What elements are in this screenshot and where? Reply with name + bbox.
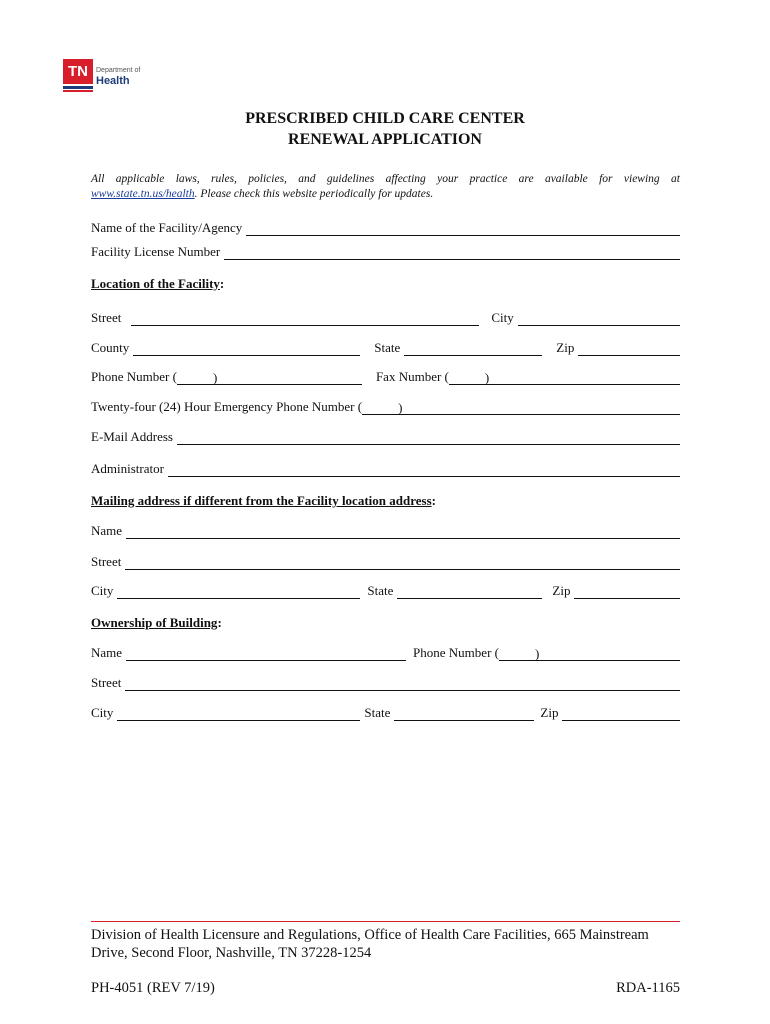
ownership-state-label: State <box>364 705 391 720</box>
ownership-name-row <box>91 643 680 661</box>
email-field[interactable] <box>177 430 680 445</box>
location-fax-field[interactable]: ) <box>449 370 680 385</box>
facility-name-field[interactable] <box>246 221 680 236</box>
logo-department-text: Department of <box>96 67 141 74</box>
mailing-city-field[interactable] <box>117 584 360 599</box>
location-county-row <box>91 338 680 356</box>
logo-blue-bar <box>63 86 93 89</box>
emergency-phone-row <box>91 397 680 415</box>
location-county-label: County <box>91 340 130 355</box>
ownership-name-field[interactable] <box>126 646 406 661</box>
location-heading: Location of the Facility: <box>91 276 225 291</box>
location-street-field[interactable] <box>131 311 479 326</box>
rda-number: RDA-1165 <box>616 980 680 996</box>
mailing-name-field[interactable] <box>126 524 680 539</box>
ownership-street-label: Street <box>91 675 122 690</box>
mailing-street-row <box>91 552 680 570</box>
location-state-label: State <box>374 340 401 355</box>
facility-name-row <box>91 218 680 236</box>
location-state-field[interactable] <box>404 341 542 356</box>
administrator-field[interactable] <box>168 462 680 477</box>
page-title-line1: PRESCRIBED CHILD CARE CENTER <box>245 110 525 127</box>
intro-text-line2 <box>91 187 680 202</box>
location-street-row <box>91 308 680 326</box>
ownership-street-row <box>91 673 680 691</box>
mailing-city-label: City <box>91 583 114 598</box>
intro-text-rest: . Please check this website periodically for updates. <box>194 188 434 200</box>
emergency-phone-field[interactable]: ) <box>362 400 680 415</box>
location-phone-row <box>91 367 680 385</box>
logo-tn-badge: TN <box>63 59 93 84</box>
mailing-state-field[interactable] <box>397 584 542 599</box>
ownership-phone-field[interactable]: ) <box>499 646 680 661</box>
footer-divider <box>91 921 680 922</box>
tn-health-logo <box>63 59 163 93</box>
logo-health-text: Health <box>96 75 130 87</box>
intro-text-line1: All applicable laws, rules, policies, and guidelines affecting your practice are available for viewing at <box>91 173 680 185</box>
footer-address-line2: Drive, Second Floor, Nashville, TN 37228-1254 <box>91 945 372 961</box>
ownership-state-field[interactable] <box>394 706 534 721</box>
mailing-name-row <box>91 521 680 539</box>
facility-license-row <box>91 242 680 260</box>
form-number: PH-4051 (REV 7/19) <box>91 980 215 996</box>
page-title-line2: RENEWAL APPLICATION <box>288 131 482 148</box>
location-city-field[interactable] <box>518 311 680 326</box>
mailing-zip-label: Zip <box>552 583 571 598</box>
mailing-zip-field[interactable] <box>574 584 680 599</box>
location-street-label: Street <box>91 310 122 325</box>
mailing-city-row <box>91 581 680 599</box>
email-row <box>91 427 680 445</box>
location-zip-field[interactable] <box>578 341 680 356</box>
location-phone-label: Phone Number ( <box>91 369 177 384</box>
ownership-city-field[interactable] <box>117 706 360 721</box>
ownership-street-field[interactable] <box>125 676 680 691</box>
ownership-zip-label: Zip <box>540 705 559 720</box>
location-zip-label: Zip <box>556 340 575 355</box>
ownership-name-label: Name <box>91 645 123 660</box>
location-phone-field[interactable]: ) <box>177 370 362 385</box>
footer-address-line1: Division of Health Licensure and Regulations, Office of Health Care Facilities, 665 Mainstream <box>91 927 649 943</box>
mailing-street-label: Street <box>91 554 122 569</box>
mailing-street-field[interactable] <box>125 555 680 570</box>
mailing-heading: Mailing address if different from the Facility location address: <box>91 493 436 508</box>
email-label: E-Mail Address <box>91 429 173 444</box>
administrator-row <box>91 459 680 477</box>
facility-license-label: Facility License Number <box>91 244 221 259</box>
health-website-link[interactable]: www.state.tn.us/health <box>91 188 195 200</box>
ownership-heading: Ownership of Building: <box>91 615 222 630</box>
mailing-state-label: State <box>367 583 394 598</box>
ownership-phone-label: Phone Number ( <box>413 645 499 660</box>
logo-red-bar <box>63 90 93 92</box>
location-fax-label: Fax Number ( <box>375 369 449 384</box>
ownership-city-label: City <box>91 705 114 720</box>
mailing-name-label: Name <box>91 523 123 538</box>
facility-name-label: Name of the Facility/Agency <box>91 220 243 235</box>
ownership-city-row <box>91 703 680 721</box>
ownership-zip-field[interactable] <box>562 706 680 721</box>
administrator-label: Administrator <box>91 461 164 476</box>
location-county-field[interactable] <box>133 341 360 356</box>
facility-license-field[interactable] <box>224 245 680 260</box>
location-city-label: City <box>491 310 514 325</box>
emergency-phone-label: Twenty-four (24) Hour Emergency Phone Number ( <box>91 399 363 414</box>
